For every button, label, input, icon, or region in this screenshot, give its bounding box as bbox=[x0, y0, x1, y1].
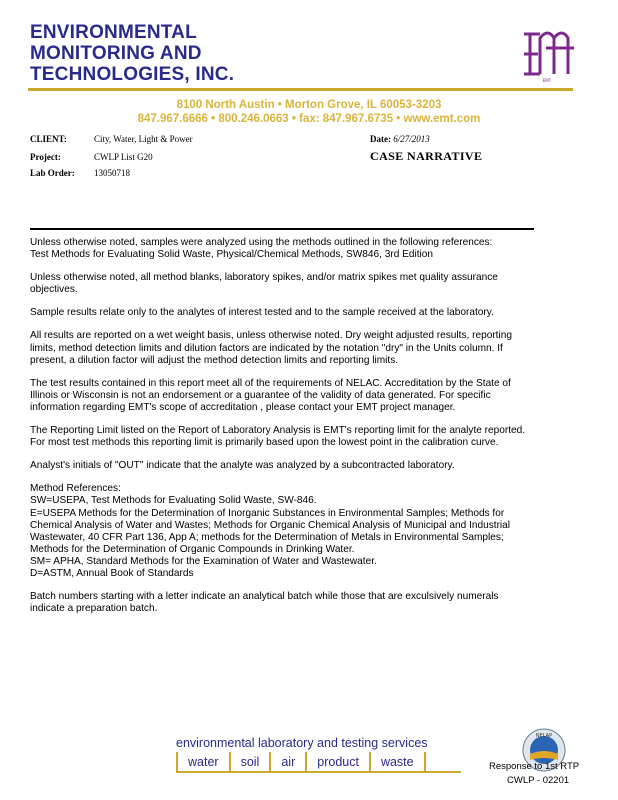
header-rule bbox=[28, 88, 573, 91]
service-waste: waste bbox=[369, 752, 426, 772]
service-water: water bbox=[176, 752, 231, 772]
methods-intro-reference: Test Methods for Evaluating Solid Waste, Physical/Chemical Methods, SW846, 3rd Edition bbox=[30, 249, 433, 261]
date-label: Date: bbox=[370, 134, 391, 144]
batch-statement: Batch numbers starting with a letter indicate an analytical batch while those that are exculsively numerals indicate a preparation batch. bbox=[30, 591, 499, 615]
nelac-statement: The test results contained in this report meet all of the requirements of NELAC. Accreditation by the State of Illinois or Wisconsin is not an endorsement or a guarantee of the validity of data generated. For specific information regarding EMT's scope of accreditation , please contact your EMT project manager. bbox=[30, 377, 511, 413]
lab-order-value: 13050718 bbox=[94, 168, 130, 178]
service-product: product bbox=[305, 752, 371, 772]
contact-line: 847.967.6666 • 800.246.0663 • fax: 847.967.6735 • www.emt.com bbox=[137, 113, 481, 125]
subcontract-statement: Analyst's initials of "OUT" indicate that the analyte was analyzed by a subcontracted laboratory. bbox=[30, 460, 455, 472]
method-references-title: Method References: bbox=[30, 483, 121, 495]
seal-text: NELAP bbox=[535, 733, 553, 739]
weight-basis-statement: All results are reported on a wet weight basis, unless otherwise noted. Dry weight adjusted results, reporting limits, method detection limits and dilution factors are indicated by the notation "dry" in the Units column. If present, a dilution factor will adjust the method detection limits and reporting limits. bbox=[30, 330, 512, 366]
service-air: air bbox=[269, 752, 307, 772]
method-reference-e: E=USEPA Methods for the Determination of Inorganic Substances in Environmental Samples; Methods for Chemical Analysis of Water and Wastes; Methods for Organic Chemical Analysis of Municipal and Industrial Wastewater, 40 CFR Part 136, App A; methods for the Determination of Metals in Environmental Samples; Methods for the Determination of Organic Compounds in Drinking Water. bbox=[30, 507, 511, 555]
address-line: 8100 North Austin • Morton Grove, IL 60053-3203 bbox=[176, 99, 442, 111]
company-name-line3: TECHNOLOGIES, INC. bbox=[30, 64, 235, 85]
methods-intro: Unless otherwise noted, samples were analyzed using the methods outlined in the following references: bbox=[30, 237, 493, 248]
client-value: City, Water, Light & Power bbox=[94, 134, 193, 144]
emt-logo bbox=[518, 24, 576, 84]
qa-statement: Unless otherwise noted, all method blanks, laboratory spikes, and/or matrix spikes met quality assurance objectives. bbox=[30, 272, 498, 296]
date-value: 6/27/2013 bbox=[393, 134, 430, 144]
service-list bbox=[176, 752, 424, 772]
narrative-body bbox=[30, 237, 536, 626]
section-title: CASE NARRATIVE bbox=[370, 149, 483, 163]
lab-order-label: Lab Order: bbox=[30, 168, 75, 178]
company-name bbox=[30, 22, 410, 85]
date-field bbox=[370, 134, 430, 144]
client-label: CLIENT: bbox=[30, 134, 67, 144]
page-id: CWLP - 02201 bbox=[507, 775, 570, 786]
response-note: Response to 1st RTP bbox=[489, 761, 580, 772]
footer-rule bbox=[176, 771, 461, 773]
footer-tagline: environmental laboratory and testing services bbox=[176, 736, 428, 750]
project-value: CWLP List G20 bbox=[94, 152, 153, 162]
logo-text: EMT bbox=[542, 78, 552, 83]
company-name-line1: ENVIRONMENTAL bbox=[30, 22, 197, 43]
project-label: Project: bbox=[30, 152, 61, 162]
method-reference-d: D=ASTM, Annual Book of Standards bbox=[30, 567, 194, 579]
service-soil: soil bbox=[229, 752, 272, 772]
method-reference-sw: SW=USEPA, Test Methods for Evaluating Solid Waste, SW-846. bbox=[30, 495, 317, 507]
reporting-limit-statement: The Reporting Limit listed on the Report of Laboratory Analysis is EMT's reporting limit for the analyte reported. For most test methods this reporting limit is primarily based upon the lowest point in the calibration curve. bbox=[30, 425, 526, 449]
sample-statement: Sample results relate only to the analytes of interest tested and to the sample received at the laboratory. bbox=[30, 307, 494, 319]
method-reference-sm: SM= APHA, Standard Methods for the Examination of Water and Wastewater. bbox=[30, 555, 377, 567]
company-name-line2: MONITORING AND bbox=[30, 43, 202, 64]
section-rule bbox=[30, 228, 534, 230]
